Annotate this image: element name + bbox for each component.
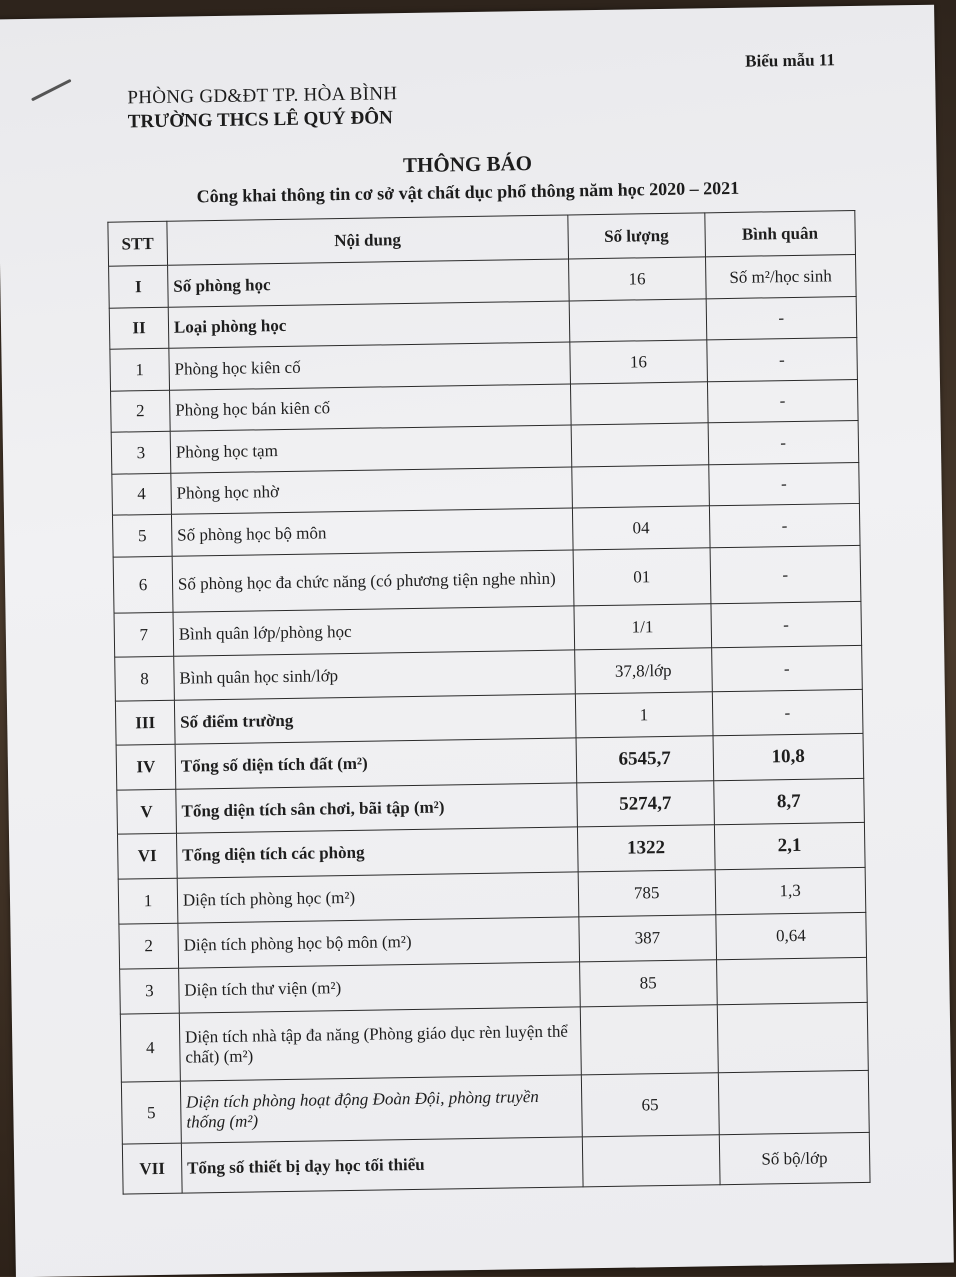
- cell-content: Loại phòng học: [168, 301, 570, 348]
- cell-qty: 16: [568, 257, 705, 301]
- cell-stt: 4: [120, 1013, 180, 1082]
- cell-stt: V: [117, 789, 177, 834]
- cell-qty: 65: [581, 1073, 719, 1137]
- cell-stt: I: [109, 265, 169, 308]
- cell-qty: [570, 382, 707, 425]
- cell-avg: [717, 1002, 869, 1072]
- cell-content: Số điểm trường: [174, 694, 576, 744]
- cell-avg: 1,3: [715, 867, 866, 914]
- cell-stt: 5: [112, 514, 172, 557]
- cell-avg: -: [708, 420, 859, 464]
- cell-content: Tổng số diện tích đất (m²): [175, 738, 577, 789]
- cell-qty: 5274,7: [577, 781, 714, 827]
- cell-content: Diện tích phòng học bộ môn (m²): [178, 917, 580, 968]
- cell-qty: 85: [580, 960, 717, 1007]
- school-name: TRƯỜNG THCS LÊ QUÝ ĐÔN: [127, 107, 393, 133]
- cell-qty: 04: [572, 506, 709, 550]
- cell-avg: -: [712, 689, 863, 735]
- header-qty: Số lượng: [568, 213, 705, 259]
- table-row: [121, 1070, 869, 1144]
- facilities-table: [107, 210, 870, 1195]
- cell-content: Diện tích thư viện (m²): [178, 962, 580, 1013]
- cell-content: Số phòng học bộ môn: [171, 508, 573, 556]
- cell-stt: VI: [117, 833, 177, 879]
- header-left: [127, 83, 398, 133]
- cell-content: Tổng diện tích sân chơi, bãi tập (m²): [176, 783, 578, 833]
- cell-content: Phòng học nhờ: [171, 467, 573, 514]
- cell-avg: 2,1: [714, 822, 865, 869]
- table-row: [122, 1132, 870, 1194]
- table-row: [120, 1002, 868, 1082]
- cell-avg: -: [706, 337, 857, 381]
- cell-avg: -: [709, 503, 860, 547]
- document-subtitle: Công khai thông tin cơ sở vật chất dục phổ thông năm học 2020 – 2021: [196, 177, 740, 207]
- cell-avg: -: [711, 645, 862, 691]
- cell-qty: [571, 423, 708, 467]
- cell-qty: [572, 465, 709, 508]
- cell-qty: 1: [575, 692, 712, 738]
- cell-stt: 1: [118, 878, 178, 924]
- cell-content: Phòng học kiên cố: [169, 342, 571, 390]
- cell-stt: 3: [120, 968, 180, 1014]
- header-content: Nội dung: [167, 215, 569, 265]
- header-avg: Bình quân: [704, 210, 855, 256]
- cell-qty: 37,8/lớp: [575, 648, 712, 694]
- pen-mark: [31, 79, 72, 102]
- cell-qty: 6545,7: [576, 736, 713, 783]
- form-number: Biểu mẫu 11: [745, 50, 836, 71]
- document-page: [0, 5, 954, 1277]
- cell-qty: [569, 299, 706, 342]
- cell-stt: 2: [119, 923, 179, 969]
- cell-qty: 387: [579, 915, 716, 962]
- cell-stt: 4: [112, 473, 172, 515]
- cell-avg: 0,64: [715, 912, 866, 959]
- cell-content: Tổng diện tích các phòng: [176, 827, 578, 878]
- cell-stt: II: [109, 307, 169, 349]
- cell-avg: -: [706, 296, 857, 339]
- cell-content: Diện tích phòng hoạt động Đoàn Đội, phòng truyền thống (m²): [180, 1075, 582, 1143]
- cell-stt: 8: [115, 656, 175, 701]
- cell-qty: 785: [578, 870, 715, 917]
- department-name: PHÒNG GD&ĐT TP. HÒA BÌNH: [127, 83, 398, 109]
- cell-avg: -: [710, 601, 861, 647]
- cell-qty: 16: [570, 340, 707, 384]
- cell-avg: [716, 957, 867, 1004]
- cell-stt: IV: [116, 744, 176, 790]
- cell-avg: [718, 1070, 869, 1134]
- cell-avg: 10,8: [713, 733, 864, 780]
- cell-content: Bình quân lớp/phòng học: [173, 606, 575, 656]
- cell-avg: -: [707, 379, 858, 422]
- cell-avg: 8,7: [713, 778, 864, 824]
- cell-stt: 1: [110, 348, 170, 391]
- cell-qty: 01: [573, 548, 710, 606]
- cell-avg: -: [708, 462, 859, 505]
- cell-content: Phòng học bán kiên cố: [169, 384, 571, 431]
- cell-content: Diện tích phòng học (m²): [177, 872, 579, 923]
- cell-qty: 1/1: [574, 604, 711, 650]
- cell-stt: 7: [114, 612, 174, 657]
- cell-content: Phòng học tạm: [170, 425, 572, 473]
- cell-stt: III: [115, 700, 175, 745]
- header-stt: STT: [108, 221, 168, 266]
- cell-content: Số phòng học đa chức năng (có phương tiện nghe nhìn): [172, 550, 574, 612]
- cell-stt: 5: [121, 1081, 181, 1144]
- cell-avg: Số bộ/lớp: [719, 1132, 870, 1184]
- cell-qty: [580, 1005, 718, 1075]
- cell-content: Tổng số thiết bị dạy học tối thiểu: [181, 1137, 583, 1193]
- cell-avg: Số m²/học sinh: [705, 254, 856, 298]
- cell-qty: 1322: [577, 825, 714, 872]
- cell-content: Số phòng học: [167, 259, 569, 307]
- cell-content: Diện tích nhà tập đa năng (Phòng giáo dục rèn luyện thể chất) (m²): [179, 1007, 581, 1081]
- cell-avg: -: [710, 545, 861, 603]
- document-title: THÔNG BÁO: [402, 151, 533, 178]
- cell-stt: 3: [111, 431, 171, 474]
- cell-stt: 6: [113, 556, 173, 613]
- cell-content: Bình quân học sinh/lớp: [174, 650, 576, 700]
- table-body: [109, 254, 870, 1194]
- cell-qty: [582, 1135, 719, 1187]
- cell-stt: 2: [111, 390, 171, 432]
- cell-stt: VII: [122, 1143, 182, 1194]
